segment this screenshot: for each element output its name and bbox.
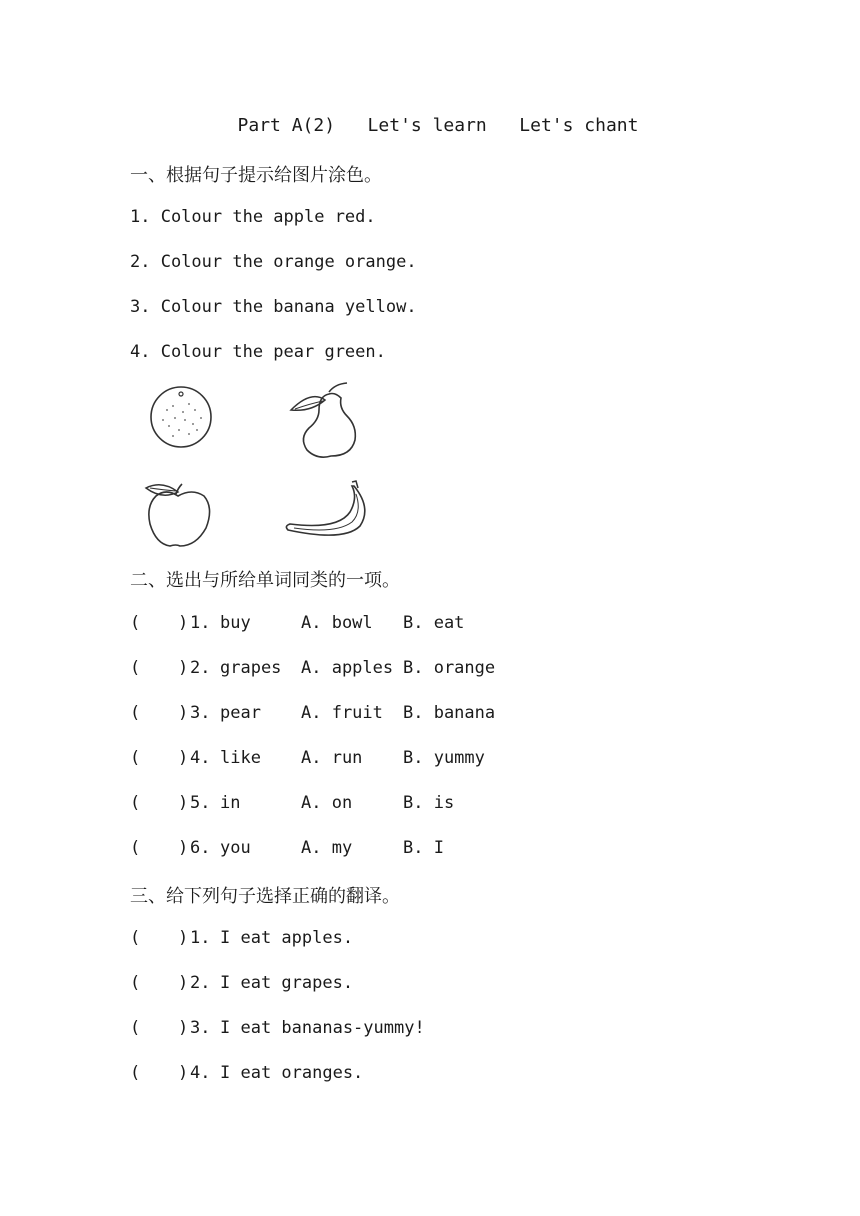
question-number: 3. xyxy=(190,1018,211,1038)
banana-icon xyxy=(280,478,375,546)
option-b: B. orange xyxy=(403,658,496,678)
question-number: 6. xyxy=(190,838,211,858)
question-word: you xyxy=(220,838,251,858)
answer-paren-open[interactable]: ( xyxy=(130,748,141,768)
option-a: A. run xyxy=(301,748,363,768)
apple-drawing[interactable] xyxy=(140,478,220,550)
question-number: 1. xyxy=(190,928,211,948)
question-number: 3. xyxy=(190,703,211,723)
answer-paren-open[interactable]: ( xyxy=(130,1018,141,1038)
answer-paren-close: ) xyxy=(178,838,189,858)
section1-heading: 一、根据句子提示给图片涂色。 xyxy=(130,165,382,186)
question-number: 1. xyxy=(190,613,211,633)
answer-paren-open[interactable]: ( xyxy=(130,1063,141,1083)
answer-paren-open[interactable]: ( xyxy=(130,658,141,678)
option-b: B. yummy xyxy=(403,748,485,768)
question-number: 5. xyxy=(190,793,211,813)
question-sentence: I eat bananas-yummy! xyxy=(220,1018,425,1038)
question-word: in xyxy=(220,793,241,813)
section2-heading: 二、选出与所给单词同类的一项。 xyxy=(130,570,400,591)
option-a: A. fruit xyxy=(301,703,383,723)
apple-icon xyxy=(140,478,220,550)
answer-paren-close: ) xyxy=(178,928,189,948)
option-b: B. I xyxy=(403,838,444,858)
pear-drawing[interactable] xyxy=(285,380,365,462)
instruction-line: 2. Colour the orange orange. xyxy=(130,252,417,272)
answer-paren-close: ) xyxy=(178,748,189,768)
question-number: 2. xyxy=(190,658,211,678)
answer-paren-open[interactable]: ( xyxy=(130,793,141,813)
answer-paren-close: ) xyxy=(178,1018,189,1038)
answer-paren-open[interactable]: ( xyxy=(130,703,141,723)
option-a: A. my xyxy=(301,838,353,858)
option-a: A. on xyxy=(301,793,353,813)
instruction-line: 4. Colour the pear green. xyxy=(130,342,386,362)
option-a: A. bowl xyxy=(301,613,373,633)
answer-paren-close: ) xyxy=(178,703,189,723)
question-sentence: I eat grapes. xyxy=(220,973,354,993)
answer-paren-open[interactable]: ( xyxy=(130,928,141,948)
instruction-line: 1. Colour the apple red. xyxy=(130,207,376,227)
pear-icon xyxy=(285,380,365,462)
option-a: A. apples xyxy=(301,658,394,678)
answer-paren-close: ) xyxy=(178,1063,189,1083)
section3-heading: 三、给下列句子选择正确的翻译。 xyxy=(130,886,400,907)
answer-paren-close: ) xyxy=(178,658,189,678)
option-b: B. is xyxy=(403,793,455,813)
answer-paren-open[interactable]: ( xyxy=(130,973,141,993)
answer-paren-close: ) xyxy=(178,793,189,813)
question-word: pear xyxy=(220,703,261,723)
answer-paren-open[interactable]: ( xyxy=(130,613,141,633)
question-word: buy xyxy=(220,613,251,633)
question-number: 4. xyxy=(190,748,211,768)
instruction-line: 3. Colour the banana yellow. xyxy=(130,297,417,317)
orange-drawing[interactable] xyxy=(145,380,220,452)
answer-paren-close: ) xyxy=(178,613,189,633)
question-word: grapes xyxy=(220,658,282,678)
page-title: Part A(2) Let's learn Let's chant xyxy=(237,115,639,136)
question-number: 4. xyxy=(190,1063,211,1083)
answer-paren-open[interactable]: ( xyxy=(130,838,141,858)
question-sentence: I eat apples. xyxy=(220,928,354,948)
answer-paren-close: ) xyxy=(178,973,189,993)
orange-icon xyxy=(145,380,220,452)
question-word: like xyxy=(220,748,261,768)
banana-drawing[interactable] xyxy=(280,478,375,546)
question-sentence: I eat oranges. xyxy=(220,1063,364,1083)
option-b: B. eat xyxy=(403,613,465,633)
option-b: B. banana xyxy=(403,703,496,723)
question-number: 2. xyxy=(190,973,211,993)
